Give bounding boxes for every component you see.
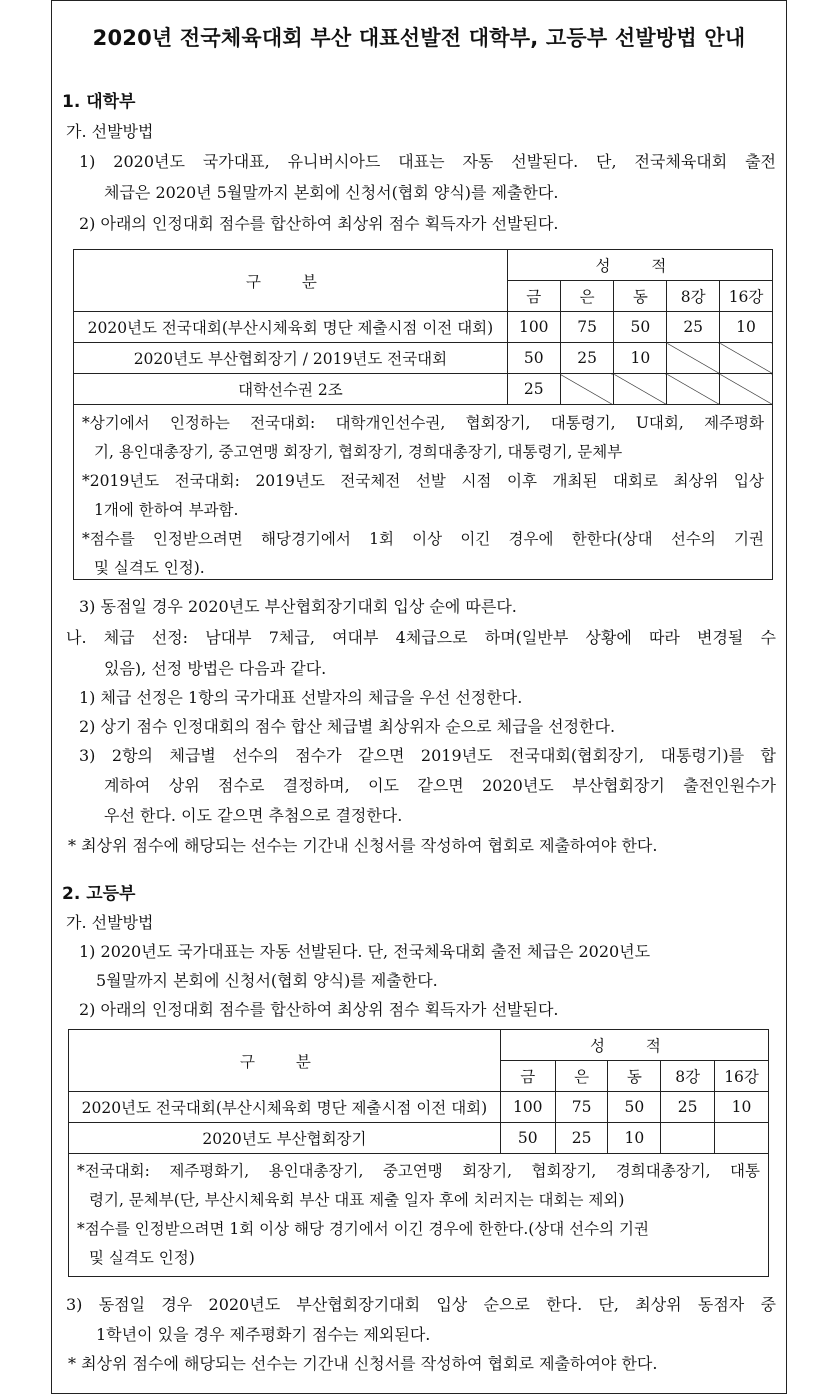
empty-cell <box>715 1123 769 1154</box>
table-row <box>69 1092 769 1123</box>
univ-note-line: *2019년도 전국대회: 2019년도 전국체전 선발 시점 이후 개최된 대회로 최상위 입상 <box>82 472 764 490</box>
univ-weight-item-2: 2) 상기 점수 인정대회의 점수 합산 체급별 최상위자 순으로 체급을 선정한다. <box>79 717 616 736</box>
table-row <box>74 343 773 374</box>
empty-cell <box>661 1123 715 1154</box>
univ-weight-item-1: 1) 체급 선정은 1항의 국가대표 선발자의 체급을 우선 선정한다. <box>79 688 523 707</box>
cell: 50 <box>614 312 667 343</box>
univ-weight-class-line-1: 나. 체급 선정: 남대부 7체급, 여대부 4체급으로 하며(일반부 상황에 따라 변경될 수 <box>66 628 776 647</box>
univ-subheading-selection: 가. 선발방법 <box>66 122 154 141</box>
empty-cell <box>667 343 720 374</box>
cell: 75 <box>555 1092 608 1123</box>
high-subheading-selection: 가. 선발방법 <box>66 913 154 932</box>
univ-note-line: *상기에서 인정하는 전국대회: 대학개인선수권, 협회장기, 대통령기, U대회, 제주평화 <box>82 414 764 432</box>
univ-item-1-line-2: 체급은 2020년 5월말까지 본회에 신청서(협회 양식)를 제출한다. <box>104 183 559 202</box>
row-label: 2020년도 부산협회장기 <box>69 1123 501 1154</box>
row-label: 2020년도 부산협회장기 / 2019년도 전국대회 <box>74 343 508 374</box>
univ-col-quarterfinal: 8강 <box>667 281 720 312</box>
high-item-3-line-1: 3) 동점일 경우 2020년도 부산협회장기대회 입상 순으로 한다. 단, 최상위 동점자 중 <box>66 1295 776 1314</box>
row-label: 2020년도 전국대회(부산시체육회 명단 제출시점 이전 대회) <box>74 312 508 343</box>
high-note-line: *점수를 인정받으려면 1회 이상 해당 경기에서 이긴 경우에 한한다.(상대 선수의 기권 <box>77 1220 649 1238</box>
high-note-line: 및 실격도 인정) <box>89 1249 195 1267</box>
univ-item-2: 2) 아래의 인정대회 점수를 합산하여 최상위 점수 획득자가 선발된다. <box>79 214 559 233</box>
univ-item-1-line-1: 1) 2020년도 국가대표, 유니버시아드 대표는 자동 선발된다. 단, 전국체육대회 출전 <box>79 152 776 171</box>
table-row <box>74 374 773 405</box>
univ-note-line: 기, 용인대총장기, 중고연맹 회장기, 협회장기, 경희대총장기, 대통령기, 문체부 <box>94 443 623 461</box>
high-item-3-line-2: 1학년이 있을 경우 제주평화기 점수는 제외된다. <box>96 1325 431 1344</box>
univ-score-table <box>73 249 773 405</box>
row-label: 대학선수권 2조 <box>74 374 508 405</box>
cell: 50 <box>500 1123 555 1154</box>
cell: 10 <box>608 1123 661 1154</box>
high-item-2: 2) 아래의 인정대회 점수를 합산하여 최상위 점수 획득자가 선발된다. <box>79 1000 559 1019</box>
high-col-quarterfinal: 8강 <box>661 1061 715 1092</box>
cell: 25 <box>667 312 720 343</box>
empty-cell <box>560 374 614 405</box>
univ-note-line: 및 실격도 인정). <box>94 559 205 577</box>
cell: 50 <box>608 1092 661 1123</box>
high-note-line: *전국대회: 제주평화기, 용인대총장기, 중고연맹 회장기, 협회장기, 경희대총장기, 대통 <box>77 1162 760 1180</box>
cell: 10 <box>715 1092 769 1123</box>
high-col-bronze: 동 <box>608 1061 661 1092</box>
univ-weight-class-line-2: 있음), 선정 방법은 다음과 같다. <box>104 659 327 678</box>
univ-item-3: 3) 동점일 경우 2020년도 부산협회장기대회 입상 순에 따른다. <box>79 597 517 616</box>
high-item-1-line-2: 5월말까지 본회에 신청서(협회 양식)를 제출한다. <box>96 971 438 990</box>
high-score-table <box>68 1029 769 1154</box>
high-table-header-category: 구 분 <box>69 1030 501 1092</box>
high-col-silver: 은 <box>555 1061 608 1092</box>
high-table-header-results: 성 적 <box>500 1030 768 1061</box>
row-label: 2020년도 전국대회(부산시체육회 명단 제출시점 이전 대회) <box>69 1092 501 1123</box>
high-footnote: * 최상위 점수에 해당되는 선수는 기간내 신청서를 작성하여 협회로 제출하여야 한다. <box>68 1354 658 1373</box>
table-row <box>69 1123 769 1154</box>
cell: 25 <box>555 1123 608 1154</box>
cell: 75 <box>560 312 614 343</box>
univ-weight-item-3-line-1: 3) 2항의 체급별 선수의 점수가 같으면 2019년도 전국대회(협회장기, 대통령기)를 합 <box>79 746 776 765</box>
high-col-round-of-16: 16강 <box>715 1061 769 1092</box>
univ-weight-item-3-line-2: 계하여 상위 점수로 결정하며, 이도 같으면 2020년도 부산협회장기 출전인원수가 <box>104 776 776 795</box>
high-notes-box <box>68 1153 769 1277</box>
high-note-line: 령기, 문체부(단, 부산시체육회 부산 대표 제출 일자 후에 치러지는 대회는 제외) <box>89 1191 625 1209</box>
univ-footnote: * 최상위 점수에 해당되는 선수는 기간내 신청서를 작성하여 협회로 제출하여야 한다. <box>68 836 658 855</box>
univ-col-bronze: 동 <box>614 281 667 312</box>
cell: 25 <box>560 343 614 374</box>
empty-cell <box>720 374 773 405</box>
univ-weight-item-3-line-3: 우선 한다. 이도 같으면 추첨으로 결정한다. <box>104 806 403 825</box>
high-col-gold: 금 <box>500 1061 555 1092</box>
univ-table-header-results: 성 적 <box>507 250 772 281</box>
univ-col-gold: 금 <box>507 281 560 312</box>
cell: 25 <box>507 374 560 405</box>
univ-col-round-of-16: 16강 <box>720 281 773 312</box>
empty-cell <box>614 374 667 405</box>
section-heading-university: 1. 대학부 <box>62 92 136 112</box>
table-row <box>74 312 773 343</box>
univ-note-line: 1개에 한하여 부과함. <box>94 501 239 519</box>
high-item-1-line-1: 1) 2020년도 국가대표는 자동 선발된다. 단, 전국체육대회 출전 체급은 2020년도 <box>79 942 651 961</box>
univ-notes-box <box>73 405 773 580</box>
cell: 100 <box>507 312 560 343</box>
cell: 100 <box>500 1092 555 1123</box>
document-title: 2020년 전국체육대회 부산 대표선발전 대학부, 고등부 선발방법 안내 <box>92 26 746 50</box>
univ-note-line: *점수를 인정받으려면 해당경기에서 1회 이상 이긴 경우에 한한다(상대 선수의 기권 <box>82 530 764 548</box>
cell: 10 <box>614 343 667 374</box>
cell: 50 <box>507 343 560 374</box>
section-heading-high-school: 2. 고등부 <box>62 884 136 904</box>
cell: 25 <box>661 1092 715 1123</box>
univ-col-silver: 은 <box>560 281 614 312</box>
cell: 10 <box>720 312 773 343</box>
univ-table-header-category: 구 분 <box>74 250 508 312</box>
empty-cell <box>720 343 773 374</box>
empty-cell <box>667 374 720 405</box>
